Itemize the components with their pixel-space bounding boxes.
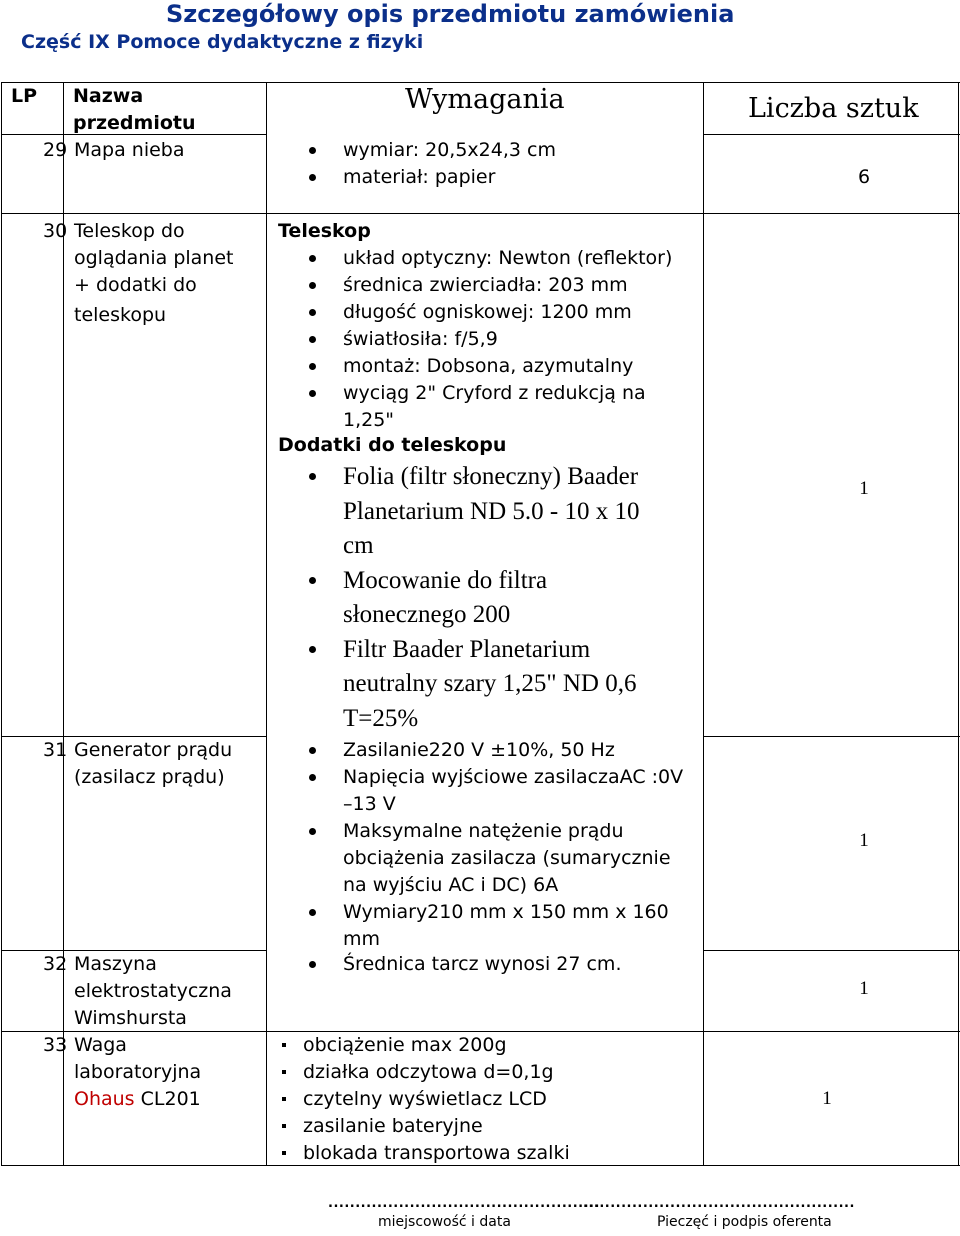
row-name-line: Waga <box>74 1034 127 1056</box>
requirements-list <box>306 951 698 978</box>
list-item: układ optyczny: Newton (reflektor) <box>306 245 696 272</box>
row-lp: 30 <box>43 220 68 242</box>
list-item: wyciąg 2" Cryford z redukcją na 1,25" <box>306 380 673 434</box>
row-lp: 33 <box>43 1034 68 1056</box>
row-name-line: teleskopu <box>74 304 167 326</box>
list-item: montaż: Dobsona, azymutalny <box>306 353 696 380</box>
list-item: Napięcia wyjściowe zasilaczaAC :0V –13 V <box>306 764 698 818</box>
row-quantity: 6 <box>857 166 871 188</box>
page-title: Szczegółowy opis przedmiotu zamówienia <box>166 0 735 28</box>
row-name-line: Teleskop do <box>74 220 185 242</box>
column-header-lp: LP <box>11 85 38 107</box>
row-name-line <box>74 1086 201 1113</box>
column-header-requirements: Wymagania <box>405 84 565 115</box>
list-item: Wymiary210 mm x 150 mm x 160 mm <box>306 899 698 953</box>
row-quantity: 1 <box>859 978 869 999</box>
row-name: Mapa nieba <box>74 139 185 161</box>
row-name-line: + dodatki do <box>74 274 197 296</box>
row-name-line: Maszyna <box>74 953 157 975</box>
row-name-line: oglądania planet <box>74 247 234 269</box>
row-name-line: Wimshursta <box>74 1007 187 1029</box>
section-heading: Teleskop <box>278 220 371 242</box>
list-item: zasilanie bateryjne <box>276 1113 696 1140</box>
signature-label-right: Pieczęć i podpis oferenta <box>657 1214 832 1230</box>
page-subtitle: Część IX Pomoce dydaktyczne z fizyki <box>21 31 424 53</box>
requirements-list <box>306 737 698 953</box>
list-item: Maksymalne natężenie prądu obciążenia zasilacza (sumarycznie na wyjściu AC i DC) 6A <box>306 818 698 899</box>
column-header-name: Nazwa przedmiotu <box>73 85 196 134</box>
requirements-list <box>306 137 696 191</box>
list-item: czytelny wyświetlacz LCD <box>276 1086 696 1113</box>
list-item: światłosiła: f/5,9 <box>306 326 696 353</box>
list-item: Folia (filtr słoneczny) Baader Planetarium ND 5.0 - 10 x 10 cm <box>306 460 666 564</box>
list-item: Średnica tarcz wynosi 27 cm. <box>306 951 698 978</box>
column-header-quantity: Liczba sztuk <box>748 93 919 124</box>
row-lp: 32 <box>43 953 68 975</box>
list-item: blokada transportowa szalki <box>276 1140 696 1167</box>
row-name-line: (zasilacz prądu) <box>74 766 225 788</box>
requirements-list <box>306 460 666 736</box>
requirements-list <box>276 1032 696 1167</box>
list-item: wymiar: 20,5x24,3 cm <box>306 137 696 164</box>
row-quantity: 1 <box>859 478 869 499</box>
list-item: Filtr Baader Planetarium neutralny szary 1,25" ND 0,6 T=25% <box>306 633 666 737</box>
row-lp: 29 <box>43 139 68 161</box>
row-name-line: Generator prądu <box>74 739 233 761</box>
section-heading: Dodatki do teleskopu <box>278 434 507 456</box>
list-item: materiał: papier <box>306 164 696 191</box>
signature-line-left: .................................................. <box>328 1196 600 1211</box>
row-quantity: 1 <box>822 1088 832 1109</box>
list-item: obciążenie max 200g <box>276 1032 696 1059</box>
row-lp: 31 <box>43 739 68 761</box>
signature-line-right: .................................................. <box>583 1196 855 1211</box>
requirements-list <box>306 245 696 434</box>
brand-name: Ohaus <box>74 1088 135 1110</box>
row-name-line: laboratoryjna <box>74 1061 202 1083</box>
list-item: długość ogniskowej: 1200 mm <box>306 299 696 326</box>
signature-label-left: miejscowość i data <box>378 1214 511 1230</box>
row-quantity: 1 <box>859 830 869 851</box>
model-name: CL201 <box>134 1088 201 1110</box>
list-item: działka odczytowa d=0,1g <box>276 1059 696 1086</box>
list-item: Mocowanie do filtra słonecznego 200 <box>306 564 666 633</box>
list-item: średnica zwierciadła: 203 mm <box>306 272 696 299</box>
row-name-line: elektrostatyczna <box>74 980 232 1002</box>
list-item: Zasilanie220 V ±10%, 50 Hz <box>306 737 698 764</box>
